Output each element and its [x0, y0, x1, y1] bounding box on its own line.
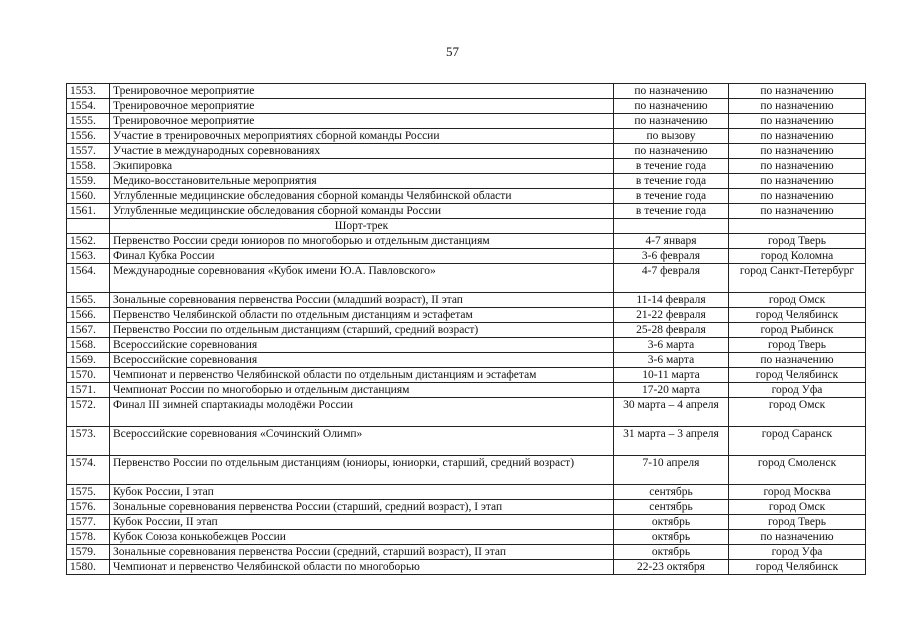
- event-name: Углубленные медицинские обследования сборной команды Челябинской области: [110, 189, 614, 204]
- event-date: 21-22 февраля: [614, 308, 729, 323]
- row-number: 1558.: [67, 159, 110, 174]
- row-number: 1578.: [67, 530, 110, 545]
- event-date: 25-28 февраля: [614, 323, 729, 338]
- table-row: [67, 530, 866, 545]
- event-place: город Коломна: [729, 249, 866, 264]
- table-row: [67, 114, 866, 129]
- event-date: по назначению: [614, 114, 729, 129]
- event-place: по назначению: [729, 204, 866, 219]
- row-number: 1565.: [67, 293, 110, 308]
- event-name: Чемпионат и первенство Челябинской области по многоборью: [110, 560, 614, 575]
- event-place: город Челябинск: [729, 368, 866, 383]
- events-table-body: [67, 84, 866, 575]
- event-place: город Омск: [729, 398, 866, 427]
- row-number: 1556.: [67, 129, 110, 144]
- table-row: [67, 383, 866, 398]
- event-name: Зональные соревнования первенства России (старший, средний возраст), I этап: [110, 500, 614, 515]
- row-number: 1554.: [67, 99, 110, 114]
- event-date: 4-7 января: [614, 234, 729, 249]
- event-place: город Тверь: [729, 338, 866, 353]
- row-number: 1569.: [67, 353, 110, 368]
- row-number: 1577.: [67, 515, 110, 530]
- table-row: [67, 204, 866, 219]
- row-number: 1572.: [67, 398, 110, 427]
- event-date: 4-7 февраля: [614, 264, 729, 293]
- event-date: сентябрь: [614, 485, 729, 500]
- table-row: [67, 234, 866, 249]
- event-name: Международные соревнования «Кубок имени Ю.А. Павловского»: [110, 264, 614, 293]
- event-place: по назначению: [729, 84, 866, 99]
- table-row: [67, 560, 866, 575]
- section-number-cell: [67, 219, 110, 234]
- event-place: по назначению: [729, 530, 866, 545]
- event-date: 22-23 октября: [614, 560, 729, 575]
- event-date: в течение года: [614, 174, 729, 189]
- row-number: 1568.: [67, 338, 110, 353]
- event-place: по назначению: [729, 189, 866, 204]
- event-place: город Омск: [729, 293, 866, 308]
- table-row: [67, 129, 866, 144]
- event-place: город Рыбинск: [729, 323, 866, 338]
- event-place: город Саранск: [729, 427, 866, 456]
- event-date: 11-14 февраля: [614, 293, 729, 308]
- event-place: по назначению: [729, 129, 866, 144]
- event-name: Первенство России по отдельным дистанциям (юниоры, юниорки, старший, средний возраст): [110, 456, 614, 485]
- event-name: Финал III зимней спартакиады молодёжи России: [110, 398, 614, 427]
- table-row: [67, 427, 866, 456]
- event-name: Экипировка: [110, 159, 614, 174]
- table-row: [67, 144, 866, 159]
- event-place: город Тверь: [729, 234, 866, 249]
- event-name: Чемпионат и первенство Челябинской области по отдельным дистанциям и эстафетам: [110, 368, 614, 383]
- event-place: город Уфа: [729, 383, 866, 398]
- event-name: Всероссийские соревнования: [110, 353, 614, 368]
- event-place: город Санкт-Петербург: [729, 264, 866, 293]
- table-row: [67, 353, 866, 368]
- row-number: 1553.: [67, 84, 110, 99]
- table-row: [67, 338, 866, 353]
- row-number: 1560.: [67, 189, 110, 204]
- event-name: Кубок России, I этап: [110, 485, 614, 500]
- section-date-cell: [614, 219, 729, 234]
- table-row: [67, 456, 866, 485]
- table-row: [67, 308, 866, 323]
- event-date: в течение года: [614, 189, 729, 204]
- row-number: 1559.: [67, 174, 110, 189]
- event-date: октябрь: [614, 530, 729, 545]
- event-name: Тренировочное мероприятие: [110, 99, 614, 114]
- row-number: 1561.: [67, 204, 110, 219]
- table-row: [67, 485, 866, 500]
- row-number: 1557.: [67, 144, 110, 159]
- event-place: город Омск: [729, 500, 866, 515]
- row-number: 1580.: [67, 560, 110, 575]
- table-row: [67, 189, 866, 204]
- event-date: по вызову: [614, 129, 729, 144]
- table-row: [67, 84, 866, 99]
- event-place: по назначению: [729, 114, 866, 129]
- event-date: 3-6 марта: [614, 353, 729, 368]
- row-number: 1562.: [67, 234, 110, 249]
- event-name: Кубок России, II этап: [110, 515, 614, 530]
- event-place: по назначению: [729, 99, 866, 114]
- row-number: 1567.: [67, 323, 110, 338]
- event-place: город Тверь: [729, 515, 866, 530]
- table-row: [67, 398, 866, 427]
- table-row: [67, 249, 866, 264]
- event-place: по назначению: [729, 159, 866, 174]
- event-name: Зональные соревнования первенства России (средний, старший возраст), II этап: [110, 545, 614, 560]
- event-date: в течение года: [614, 204, 729, 219]
- table-row: [67, 368, 866, 383]
- event-date: октябрь: [614, 545, 729, 560]
- event-place: город Москва: [729, 485, 866, 500]
- event-name: Участие в тренировочных мероприятиях сборной команды России: [110, 129, 614, 144]
- row-number: 1571.: [67, 383, 110, 398]
- event-place: город Уфа: [729, 545, 866, 560]
- event-name: Всероссийские соревнования: [110, 338, 614, 353]
- section-row: [67, 219, 866, 234]
- event-place: город Смоленск: [729, 456, 866, 485]
- event-place: по назначению: [729, 353, 866, 368]
- event-place: город Челябинск: [729, 308, 866, 323]
- page-number: 57: [446, 44, 459, 59]
- table-row: [67, 323, 866, 338]
- event-name: Тренировочное мероприятие: [110, 114, 614, 129]
- row-number: 1574.: [67, 456, 110, 485]
- table-row: [67, 545, 866, 560]
- row-number: 1570.: [67, 368, 110, 383]
- event-name: Медико-восстановительные мероприятия: [110, 174, 614, 189]
- event-name: Углубленные медицинские обследования сборной команды России: [110, 204, 614, 219]
- row-number: 1573.: [67, 427, 110, 456]
- table-row: [67, 264, 866, 293]
- event-name: Зональные соревнования первенства России (младший возраст), II этап: [110, 293, 614, 308]
- section-place-cell: [729, 219, 866, 234]
- section-title: Шорт-трек: [110, 219, 614, 234]
- event-date: по назначению: [614, 99, 729, 114]
- event-name: Всероссийские соревнования «Сочинский Олимп»: [110, 427, 614, 456]
- row-number: 1579.: [67, 545, 110, 560]
- row-number: 1576.: [67, 500, 110, 515]
- event-date: в течение года: [614, 159, 729, 174]
- event-date: сентябрь: [614, 500, 729, 515]
- event-name: Первенство Челябинской области по отдельным дистанциям и эстафетам: [110, 308, 614, 323]
- table-row: [67, 99, 866, 114]
- event-name: Участие в международных соревнованиях: [110, 144, 614, 159]
- event-date: 17-20 марта: [614, 383, 729, 398]
- event-name: Первенство России среди юниоров по многоборью и отдельным дистанциям: [110, 234, 614, 249]
- event-name: Чемпионат России по многоборью и отдельным дистанциям: [110, 383, 614, 398]
- event-date: 30 марта – 4 апреля: [614, 398, 729, 427]
- event-place: город Челябинск: [729, 560, 866, 575]
- event-date: 7-10 апреля: [614, 456, 729, 485]
- event-date: 3-6 марта: [614, 338, 729, 353]
- row-number: 1563.: [67, 249, 110, 264]
- event-date: октябрь: [614, 515, 729, 530]
- event-name: Кубок Союза конькобежцев России: [110, 530, 614, 545]
- table-row: [67, 515, 866, 530]
- event-name: Тренировочное мероприятие: [110, 84, 614, 99]
- event-date: 10-11 марта: [614, 368, 729, 383]
- event-date: 3-6 февраля: [614, 249, 729, 264]
- table-row: [67, 293, 866, 308]
- table-row: [67, 174, 866, 189]
- event-date: 31 марта – 3 апреля: [614, 427, 729, 456]
- event-name: Первенство России по отдельным дистанциям (старший, средний возраст): [110, 323, 614, 338]
- events-table: [66, 83, 866, 575]
- row-number: 1566.: [67, 308, 110, 323]
- row-number: 1575.: [67, 485, 110, 500]
- event-date: по назначению: [614, 144, 729, 159]
- event-place: по назначению: [729, 174, 866, 189]
- event-place: по назначению: [729, 144, 866, 159]
- table-row: [67, 159, 866, 174]
- row-number: 1555.: [67, 114, 110, 129]
- event-name: Финал Кубка России: [110, 249, 614, 264]
- event-date: по назначению: [614, 84, 729, 99]
- row-number: 1564.: [67, 264, 110, 293]
- table-row: [67, 500, 866, 515]
